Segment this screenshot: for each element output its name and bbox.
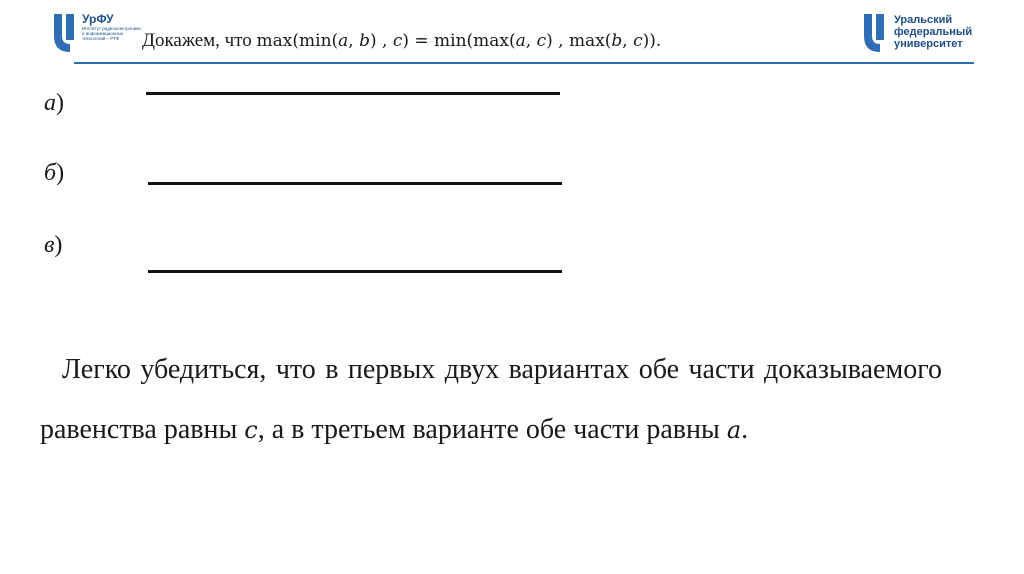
- case-paren: ): [54, 232, 63, 258]
- variable-a: 𝑎: [726, 416, 742, 444]
- ural-federal-university-logo: [862, 12, 982, 56]
- title-prefix: Докажем, что: [142, 30, 257, 51]
- case-label-c: [44, 232, 62, 259]
- case-label-a: [44, 90, 64, 117]
- university-logo-icon: [862, 14, 888, 54]
- urfu-irit-logo: [52, 12, 142, 60]
- case-label-b: [44, 160, 64, 187]
- urfu-logo-icon: [52, 14, 78, 54]
- paragraph-part-2: , а в третьем варианте обе части равны: [257, 414, 727, 445]
- paragraph-part-3: .: [741, 414, 749, 445]
- case-paren: ): [56, 90, 64, 116]
- explanation-paragraph: [40, 340, 942, 460]
- university-name: Уральский федеральный университет: [894, 14, 973, 50]
- answer-line-a: [146, 92, 560, 95]
- case-letter: б: [44, 160, 57, 186]
- case-letter: а: [44, 90, 56, 116]
- slide-title: [142, 30, 661, 52]
- header-divider: [74, 62, 974, 64]
- answer-line-c: [148, 270, 562, 273]
- answer-line-b: [148, 182, 562, 185]
- variable-c: 𝑐: [244, 416, 258, 444]
- logo-subtitle-text: Институт радиоэлектроники и информационных технологий – РТФ: [82, 26, 141, 41]
- title-formula: max(min(𝑎, 𝑏) , 𝑐) = min(max(𝑎, 𝑐) , max(𝑏, 𝑐)).: [256, 31, 662, 51]
- case-letter: в: [44, 232, 55, 258]
- case-paren: ): [56, 160, 65, 186]
- paragraph-part-1: Легко убедиться, что в первых двух вариантах обе части доказываемого равенства равны: [40, 354, 942, 445]
- logo-brand-text: УрФУ: [82, 12, 114, 26]
